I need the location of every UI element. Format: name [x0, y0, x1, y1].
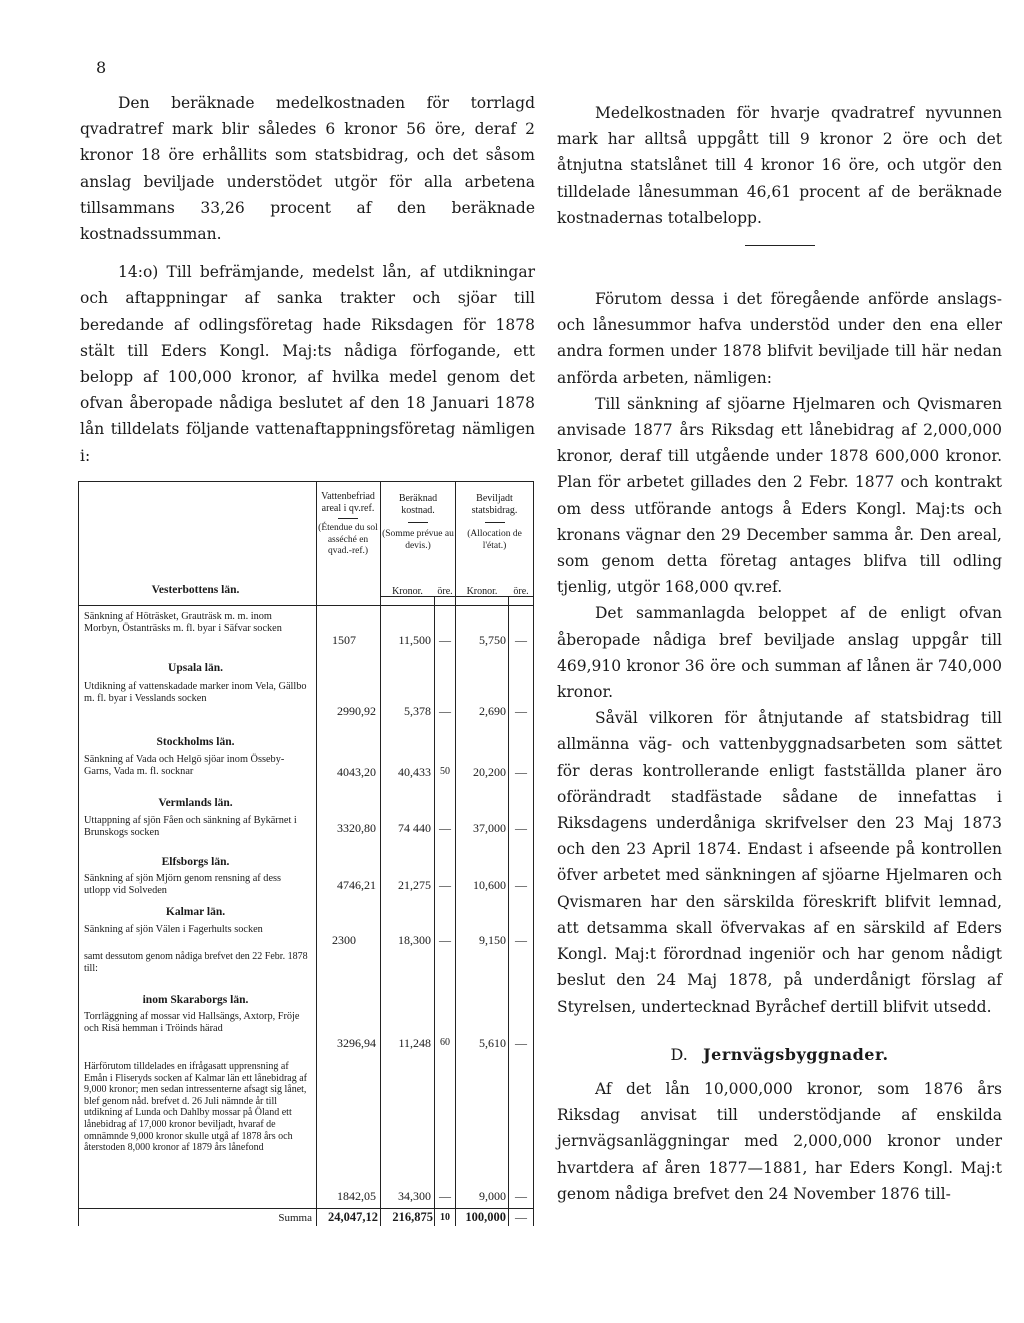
row-cost-kr: 40,433 — [398, 765, 431, 779]
row-cost-kr: 11,248 — [398, 1036, 431, 1050]
row-area: 1842,05 — [337, 1189, 376, 1203]
row-desc: Sänkning af Vada och Helgö sjöar inom Össeby-Garns, Vada m. fl. socknar — [84, 754, 285, 777]
section-title: Jernvägsbyggnader. — [703, 1044, 889, 1064]
header-kronor-2: Kronor. — [466, 586, 498, 597]
row-cost-kr: 34,300 — [398, 1189, 431, 1203]
row-grant-ore: — — [515, 933, 527, 947]
row-cost-ore: 60 — [440, 1037, 450, 1048]
row-area: 1507 — [332, 633, 356, 647]
row-cost-kr: 5,378 — [404, 704, 431, 718]
total-cost-kr: 216,875 — [392, 1210, 433, 1224]
row-grant-kr: 37,000 — [473, 821, 506, 835]
header-ore-1: öre. — [437, 586, 453, 597]
county-elfsborg: Elfsborgs län. — [161, 856, 230, 868]
left-paragraph-1: Den beräknade medelkostnaden för torrlagd qvadratref mark blir således 6 kronor 56 öre, deraf 2 kronor 18 öre erhållits som statsbidrag, och det såsom anslag beviljade understödet utgör för alla arbetena tillsammans 33,26 procent af den beräknade kostnadssumman. — [80, 94, 535, 244]
row-desc: Härförutom tilldelades en ifrågasatt upprensning af Emån i Fliseryds socken af Kalmar län ett lånebidrag af 9,000 kronor; men sedan intressenterne afsagt sig lånet, blef genom nåd. brefvet d. 26 Juli nämnde år till utdikning af Lunda och Dahlby mossar på Öland ett lånebidrag af 17,000 kronor beviljadt, hvaraf de omnämnde 9,000 kronor skulle utgå af 1878 års och återstoden 8,000 kronor af 1879 års lånefond — [84, 1061, 307, 1154]
row-cost-ore: — — [439, 704, 451, 718]
row-grant-kr: 2,690 — [479, 704, 506, 718]
total-grant-ore: — — [515, 1210, 527, 1224]
row-grant-kr: 9,000 — [479, 1189, 506, 1203]
row-area: 2990,92 — [337, 704, 376, 718]
row-cost-kr: 21,275 — [398, 878, 431, 892]
page-number: 8 — [96, 58, 107, 77]
row-cost-ore: — — [439, 933, 451, 947]
right-paragraph-2: Förutom dessa i det föregående anförde anslags- och lånesummor hafva understöd under den ena eller andra formen under 1878 blifvit beviljade till här nedan anförda arbeten, nämligen: — [557, 290, 1002, 387]
row-cost-kr: 11,500 — [398, 633, 431, 647]
divider — [745, 245, 815, 246]
total-cost-ore: 10 — [440, 1212, 450, 1223]
section-letter: D. — [670, 1044, 688, 1064]
header-cost: Beräknad kostnad. (Somme prévue au devis.) — [382, 493, 454, 551]
section-heading — [557, 1042, 1002, 1068]
header-grant: Beviljadt statsbidrag. (Allocation de l'état.) — [467, 493, 522, 551]
row-desc: Sänkning af Höträsket, Grauträsk m. m. inom Morbyn, Östanträsks m. fl. byar i Säfvar socken — [84, 611, 282, 634]
row-grant-ore: — — [515, 765, 527, 779]
row-grant-ore: — — [515, 1036, 527, 1050]
header-kronor-1: Kronor. — [392, 586, 423, 597]
county-kalmar: Kalmar län. — [165, 906, 226, 918]
header-ore-2: öre. — [513, 586, 529, 597]
row-cost-ore: — — [439, 821, 451, 835]
row-desc: Utdikning af vattenskadade marker inom Vela, Gällbo m. fl. byar i Vesslands socken — [84, 681, 307, 704]
right-paragraph-4: Det sammanlagda beloppet af de enligt ofvan åberopade nådiga bref beviljade anslag uppgår till 469,910 kronor 36 öre och summan af lånen är 740,000 kronor. — [557, 604, 1002, 702]
right-paragraph-5: Såväl vilkoren för åtnjutande af statsbidrag till allmänna väg- och vattenbyggnadsarbeten som sättet för deras kontrollerande enligt fastställda planer äro oförändradt stadfästade sådane de innefattas i Riksdagens underdåniga skrifvelser den 23 Maj 1873 och den 23 April 1874. Endast i afseende på kontrollen öfver arbetet med sänkningen af sjöarne Hjelmaren och Qvismaren har den särskilda föreskrift blifvit lemnad, att detsamma skall öfvervakas af en särskild af Eders Kongl. Maj:t förordnad ingeniör och har genom nådigt beslut den 24 Maj 1878, på underdånigt förslag af Styrelsen, undertecknad Byråchef dertill blifvit utsedd. — [557, 709, 1002, 1016]
row-cost-ore: — — [439, 633, 451, 647]
header-area: Vattenbefriad areal i qv.ref. (Étendue du sol asséché en qvad.-ref.) — [318, 491, 378, 556]
row-cost-kr: 18,300 — [398, 933, 431, 947]
county-stockholm: Stockholms län. — [156, 736, 235, 748]
row-grant-kr: 20,200 — [473, 765, 506, 779]
row-area: 3296,94 — [337, 1036, 376, 1050]
row-area: 3320,80 — [337, 821, 376, 835]
row-grant-ore: — — [515, 1189, 527, 1203]
kalmar-note: samt dessutom genom nådiga brefvet den 22 Febr. 1878 till: — [84, 951, 308, 974]
right-column — [557, 100, 1002, 1207]
row-cost-ore: 50 — [440, 766, 450, 777]
county-skaraborg: inom Skaraborgs län. — [142, 994, 249, 1006]
total-label: Summa — [278, 1212, 312, 1224]
total-grant-kr: 100,000 — [465, 1210, 506, 1224]
row-area: 4746,21 — [337, 878, 376, 892]
county-vesterbotten: Vesterbottens län. — [151, 584, 240, 596]
row-desc: Sänkning af sjön Mjörn genom rensning af dess utlopp vid Solveden — [84, 873, 282, 896]
row-area: 2300 — [332, 933, 356, 947]
row-grant-kr: 9,150 — [479, 933, 506, 947]
row-cost-ore: — — [439, 878, 451, 892]
row-grant-ore: — — [515, 821, 527, 835]
row-grant-ore: — — [515, 633, 527, 647]
loans-table — [78, 481, 538, 1226]
row-area: 4043,20 — [337, 765, 376, 779]
row-cost-ore: — — [439, 1189, 451, 1203]
right-paragraph-3: Till sänkning af sjöarne Hjelmaren och Qvismaren anvisade 1877 års Riksdag ett lånebidrag af 2,000,000 kronor, deraf till utgående under 1878 600,000 kronor. Plan för arbetet gillades den 2 Febr. 1877 och kontrakt om dess utförande antogs å Eders Kongl. Maj:ts och kronans vägnar den 29 December samma år. Den areal, som genom detta företag antages blifva till odling tjenlig, utgör 168,000 qv.ref. — [557, 394, 1002, 597]
total-area: 24,047,12 — [328, 1210, 378, 1224]
row-grant-ore: — — [515, 704, 527, 718]
right-paragraph-1: Medelkostnaden för hvarje qvadratref nyvunnen mark har alltså uppgått till 9 kronor 2 öre och det åtnjutna statslånet till 4 kronor 16 öre, och utgör den tilldelade lånesumman 46,61 procent af de beräknade kostnadernas totalbelopp. — [557, 104, 1002, 227]
row-grant-kr: 5,750 — [479, 633, 506, 647]
row-desc: Torrläggning af mossar vid Hallsängs, Axtorp, Fröje och Risä hemman i Tröinds härad — [84, 1011, 300, 1034]
left-column — [80, 90, 535, 469]
row-grant-kr: 5,610 — [479, 1036, 506, 1050]
row-grant-kr: 10,600 — [473, 878, 506, 892]
row-cost-kr: 74 440 — [398, 821, 431, 835]
county-vermland: Vermlands län. — [158, 797, 233, 809]
row-desc: Uttappning af sjön Fåen och sänkning af Bykärnet i Brunskogs socken — [84, 815, 297, 838]
county-upsala: Upsala län. — [168, 662, 223, 674]
row-desc: Sänkning af sjön Välen i Fagerhults socken — [84, 924, 263, 935]
right-paragraph-6: Af det lån 10,000,000 kronor, som 1876 års Riksdag anvisat till understödjande af enskilda jernvägsanläggningar med 2,000,000 kronor under hvartdera af åren 1877—1881, har Eders Kongl. Maj:t genom nådiga brefvet den 24 November 1876 till- — [557, 1079, 1002, 1203]
row-grant-ore: — — [515, 878, 527, 892]
left-paragraph-2: 14:o) Till befrämjande, medelst lån, af utdikningar och aftappningar af sanka trakter och sjöar till beredande af odlingsföretag hade Riksdagen för 1878 stält till Eders Kongl. Maj:ts nådiga förfogande, ett belopp af 100,000 kronor, af hvilka medel genom det ofvan åberopade nådiga beslutet af den 18 Januari 1878 lån tilldelats följande vattenaftappningsföretag nämligen i: — [80, 263, 535, 465]
